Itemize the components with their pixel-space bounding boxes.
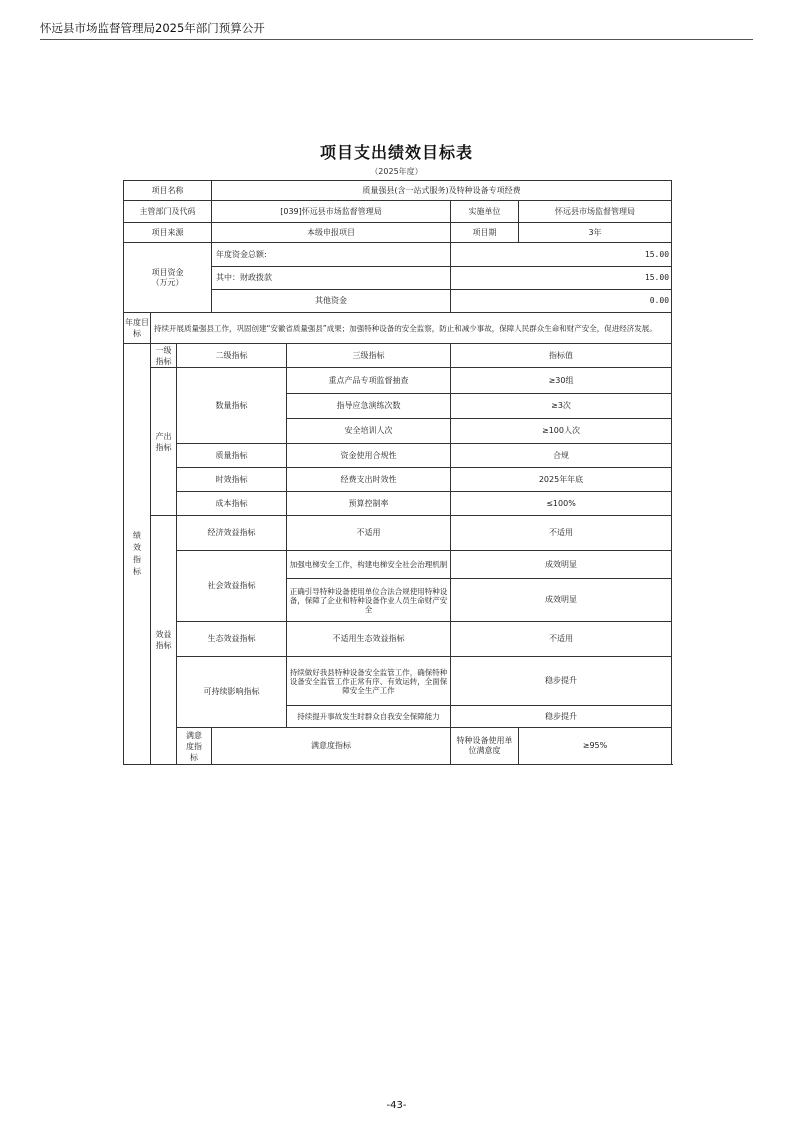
indicator-name: 加强电梯安全工作，构建电梯安全社会治理机制: [287, 551, 451, 579]
indicator-value: 稳步提升: [451, 706, 672, 728]
project-name-value: 质量强县(含一站式服务)及特种设备专项经费: [212, 181, 672, 201]
header-divider: [40, 39, 753, 40]
indicator-value: 不适用: [451, 622, 672, 657]
table-row: [124, 223, 672, 243]
fiscal-allocation-label: 其中：财政拨款: [212, 267, 451, 290]
page-number: -43-: [386, 1100, 407, 1111]
project-source-label: 项目来源: [124, 223, 212, 243]
indicator-name: 正确引导特种设备使用单位合法合规使用特种设备，保障了企业和特种设备作业人员生命财产安全: [287, 579, 451, 622]
indicator-name: 持续做好我县特种设备安全监管工作，确保特种设备安全监管工作正常有序、有效运转，全面保障安全生产工作: [287, 657, 451, 706]
indicator-value: ≥30组: [451, 368, 672, 394]
col-level3-header: 三级指标: [287, 344, 451, 368]
table-row: [124, 368, 672, 394]
quantity-indicators-label: 数量指标: [177, 368, 287, 444]
output-indicators-label: 产出指标: [151, 368, 177, 516]
table-row: [124, 657, 672, 706]
table-row: [124, 622, 672, 657]
page-header-title: 怀远县市场监督管理局2025年部门预算公开: [40, 21, 265, 35]
indicator-name: 安全培训人次: [287, 419, 451, 444]
performance-indicators-label: [124, 344, 151, 765]
department-label: 主管部门及代码: [124, 201, 212, 223]
table-row: [124, 444, 672, 468]
table-row: [124, 551, 672, 579]
cost-indicators-label: 成本指标: [177, 492, 287, 516]
project-period-label: 项目期: [451, 223, 519, 243]
table-row: [124, 181, 672, 201]
indicator-value: ≥3次: [451, 394, 672, 419]
indicator-name: 不适用: [287, 516, 451, 551]
project-period-value: 3年: [519, 223, 672, 243]
other-funds-label: 其他资金: [212, 290, 451, 313]
sustainability-indicators-label: 可持续影响指标: [177, 657, 287, 728]
project-name-label: 项目名称: [124, 181, 212, 201]
annual-goal-text: 持续开展质量强县工作，巩固创建“安徽省质量强县”成果；加强特种设备的安全监察，防止和减少事故，保障人民群众生命和财产安全，促进经济发展。: [151, 313, 672, 344]
indicator-value: 成效明显: [451, 579, 672, 622]
indicator-value: ≥95%: [519, 728, 672, 765]
table-row: [124, 313, 672, 344]
economic-indicators-label: 经济效益指标: [177, 516, 287, 551]
implementing-unit-value: 怀远县市场监督管理局: [519, 201, 672, 223]
document-title: 项目支出绩效目标表: [319, 143, 473, 162]
indicator-value: 成效明显: [451, 551, 672, 579]
project-funds-title: 项目资金: [151, 267, 184, 277]
social-indicators-label: 社会效益指标: [177, 551, 287, 622]
project-source-value: 本级申报项目: [212, 223, 451, 243]
annual-total-value: 15.00: [451, 243, 672, 267]
annual-total-label: 年度资金总额:: [212, 243, 451, 267]
table-row: [124, 344, 672, 368]
ecological-indicators-label: 生态效益指标: [177, 622, 287, 657]
fiscal-allocation-value: 15.00: [451, 267, 672, 290]
quality-indicators-label: 质量指标: [177, 444, 287, 468]
benefit-indicators-label: 效益指标: [151, 516, 177, 765]
satisfaction-indicators-label: 满意度指标: [177, 728, 212, 765]
other-funds-value: 0.00: [451, 290, 672, 313]
indicator-name: 预算控制率: [287, 492, 451, 516]
indicator-name: 经费支出时效性: [287, 468, 451, 492]
annual-goal-label: 年度目标: [124, 313, 151, 344]
document-year: （2025年度）: [370, 167, 423, 176]
indicator-name: 重点产品专项监督抽查: [287, 368, 451, 394]
table-row: [124, 201, 672, 223]
indicator-value: 合规: [451, 444, 672, 468]
indicator-value: 2025年年底: [451, 468, 672, 492]
indicator-name: 指导应急演练次数: [287, 394, 451, 419]
col-value-header: 指标值: [451, 344, 672, 368]
project-funds-unit: （万元）: [151, 277, 184, 287]
indicator-value: 稳步提升: [451, 657, 672, 706]
indicator-value: ≤100%: [451, 492, 672, 516]
indicator-name: 特种设备使用单位满意度: [451, 728, 519, 765]
table-row: [124, 516, 672, 551]
indicator-name: 持续提升事故发生时群众自我安全保障能力: [287, 706, 451, 728]
implementing-unit-label: 实施单位: [451, 201, 519, 223]
indicator-value: 不适用: [451, 516, 672, 551]
col-level1-header: 一级指标: [151, 344, 177, 368]
performance-indicators-text: 绩效指标: [133, 531, 141, 576]
table-row: [124, 468, 672, 492]
indicator-value: ≥100人次: [451, 419, 672, 444]
indicator-name: 资金使用合规性: [287, 444, 451, 468]
col-level2-header: 二级指标: [177, 344, 287, 368]
department-value: [039]怀远县市场监督管理局: [212, 201, 451, 223]
timeliness-indicators-label: 时效指标: [177, 468, 287, 492]
table-row: [124, 492, 672, 516]
performance-goal-table: [123, 180, 672, 765]
table-row: [124, 728, 672, 765]
indicator-name: 不适用生态效益指标: [287, 622, 451, 657]
table-row: [124, 243, 672, 267]
satisfaction-sub-label: 满意度指标: [212, 728, 451, 765]
project-funds-label: [124, 243, 212, 313]
